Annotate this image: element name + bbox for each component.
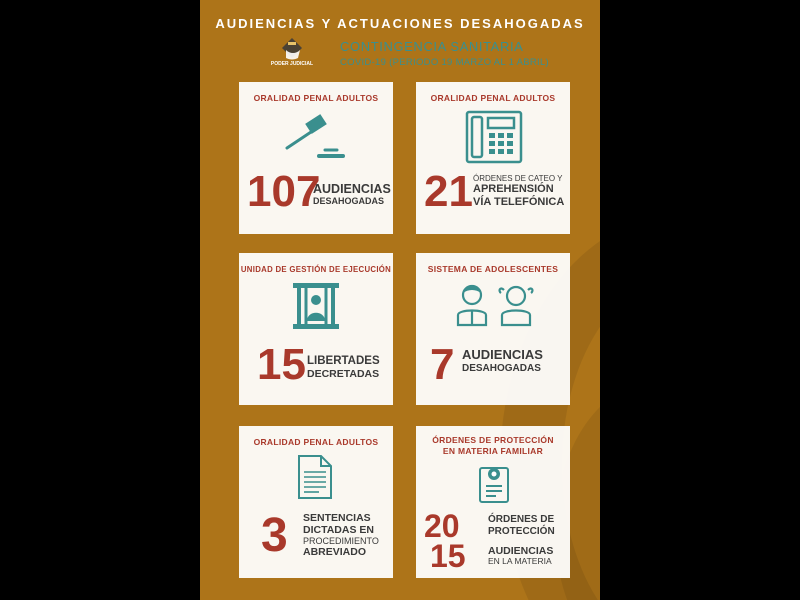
heading-line: EN MATERIA FAMILIAR [442, 446, 544, 456]
card-heading: ORALIDAD PENAL ADULTOS [430, 93, 556, 103]
desc-line: AUDIENCIAS [462, 347, 543, 362]
logo-label: PODER JUDICIAL [270, 61, 314, 67]
page-subtitle: CONTINGENCIA SANITARIA [340, 39, 524, 54]
desc-line: DECRETADAS [307, 368, 380, 381]
desc-line: ÓRDENES DE CATEO Y [473, 174, 563, 183]
stat-description-b [488, 545, 553, 567]
stat-card-ordenes-proteccion [416, 426, 570, 578]
desc-line: SENTENCIAS [303, 512, 371, 524]
card-heading: ORALIDAD PENAL ADULTOS [253, 93, 379, 103]
stat-description [307, 355, 380, 380]
desc-line: DICTADAS EN [303, 524, 374, 537]
stat-description [303, 512, 379, 559]
page-title: AUDIENCIAS Y ACTUACIONES DESAHOGADAS [215, 16, 585, 31]
stat-number-b: 15 [430, 538, 466, 574]
stat-card-ordenes-cateo [416, 82, 570, 234]
stat-number: 3 [261, 509, 288, 562]
desc-line: LIBERTADES [307, 355, 380, 367]
stat-number-a: 20 [424, 508, 460, 544]
stat-card-libertades [239, 253, 393, 405]
stat-number: 7 [430, 340, 455, 389]
desc-line: DESAHOGADAS [313, 196, 385, 207]
stat-number: 21 [424, 167, 473, 216]
gavel-icon [281, 112, 347, 160]
stat-card-adolescentes [416, 253, 570, 405]
desc-line: ABREVIADO [303, 546, 367, 559]
stat-description-a [488, 514, 555, 537]
desc-line: APREHENSIÓN [473, 183, 554, 196]
stat-number: 15 [257, 340, 306, 389]
desc-line: PROTECCIÓN [488, 525, 555, 537]
stat-number: 107 [247, 167, 321, 216]
desc-line: VÍA TELEFÓNICA [473, 195, 565, 208]
stat-description [313, 182, 391, 207]
card-heading: ORALIDAD PENAL ADULTOS [253, 437, 379, 447]
card-heading: SISTEMA DE ADOLESCENTES [427, 264, 559, 274]
desc-line: DESAHOGADAS [462, 362, 541, 374]
adolescents-icon [454, 281, 538, 327]
infographic [200, 0, 600, 600]
stat-description [462, 348, 543, 374]
desc-line: AUDIENCIAS [488, 545, 554, 557]
stat-card-audiencias [239, 82, 393, 234]
certificate-icon [478, 462, 510, 504]
heading-line: ÓRDENES DE PROTECCIÓN [432, 435, 554, 445]
stat-card-sentencias [239, 426, 393, 578]
desc-line: AUDIENCIAS [313, 182, 391, 196]
stat-description [473, 174, 564, 208]
desc-line: PROCEDIMIENTO [303, 536, 379, 547]
desc-line: ÓRDENES DE [488, 514, 555, 525]
period-label: COVID-19 (PERIODO 19 MARZO AL 1 ABRIL) [340, 57, 550, 68]
telephone-icon [464, 108, 524, 166]
desc-line: EN LA MATERIA [488, 556, 552, 567]
card-heading [416, 435, 570, 457]
document-icon [297, 454, 333, 500]
card-heading: UNIDAD DE GESTIÓN DE EJECUCIÓN [240, 265, 392, 274]
prisoner-icon [291, 281, 341, 331]
